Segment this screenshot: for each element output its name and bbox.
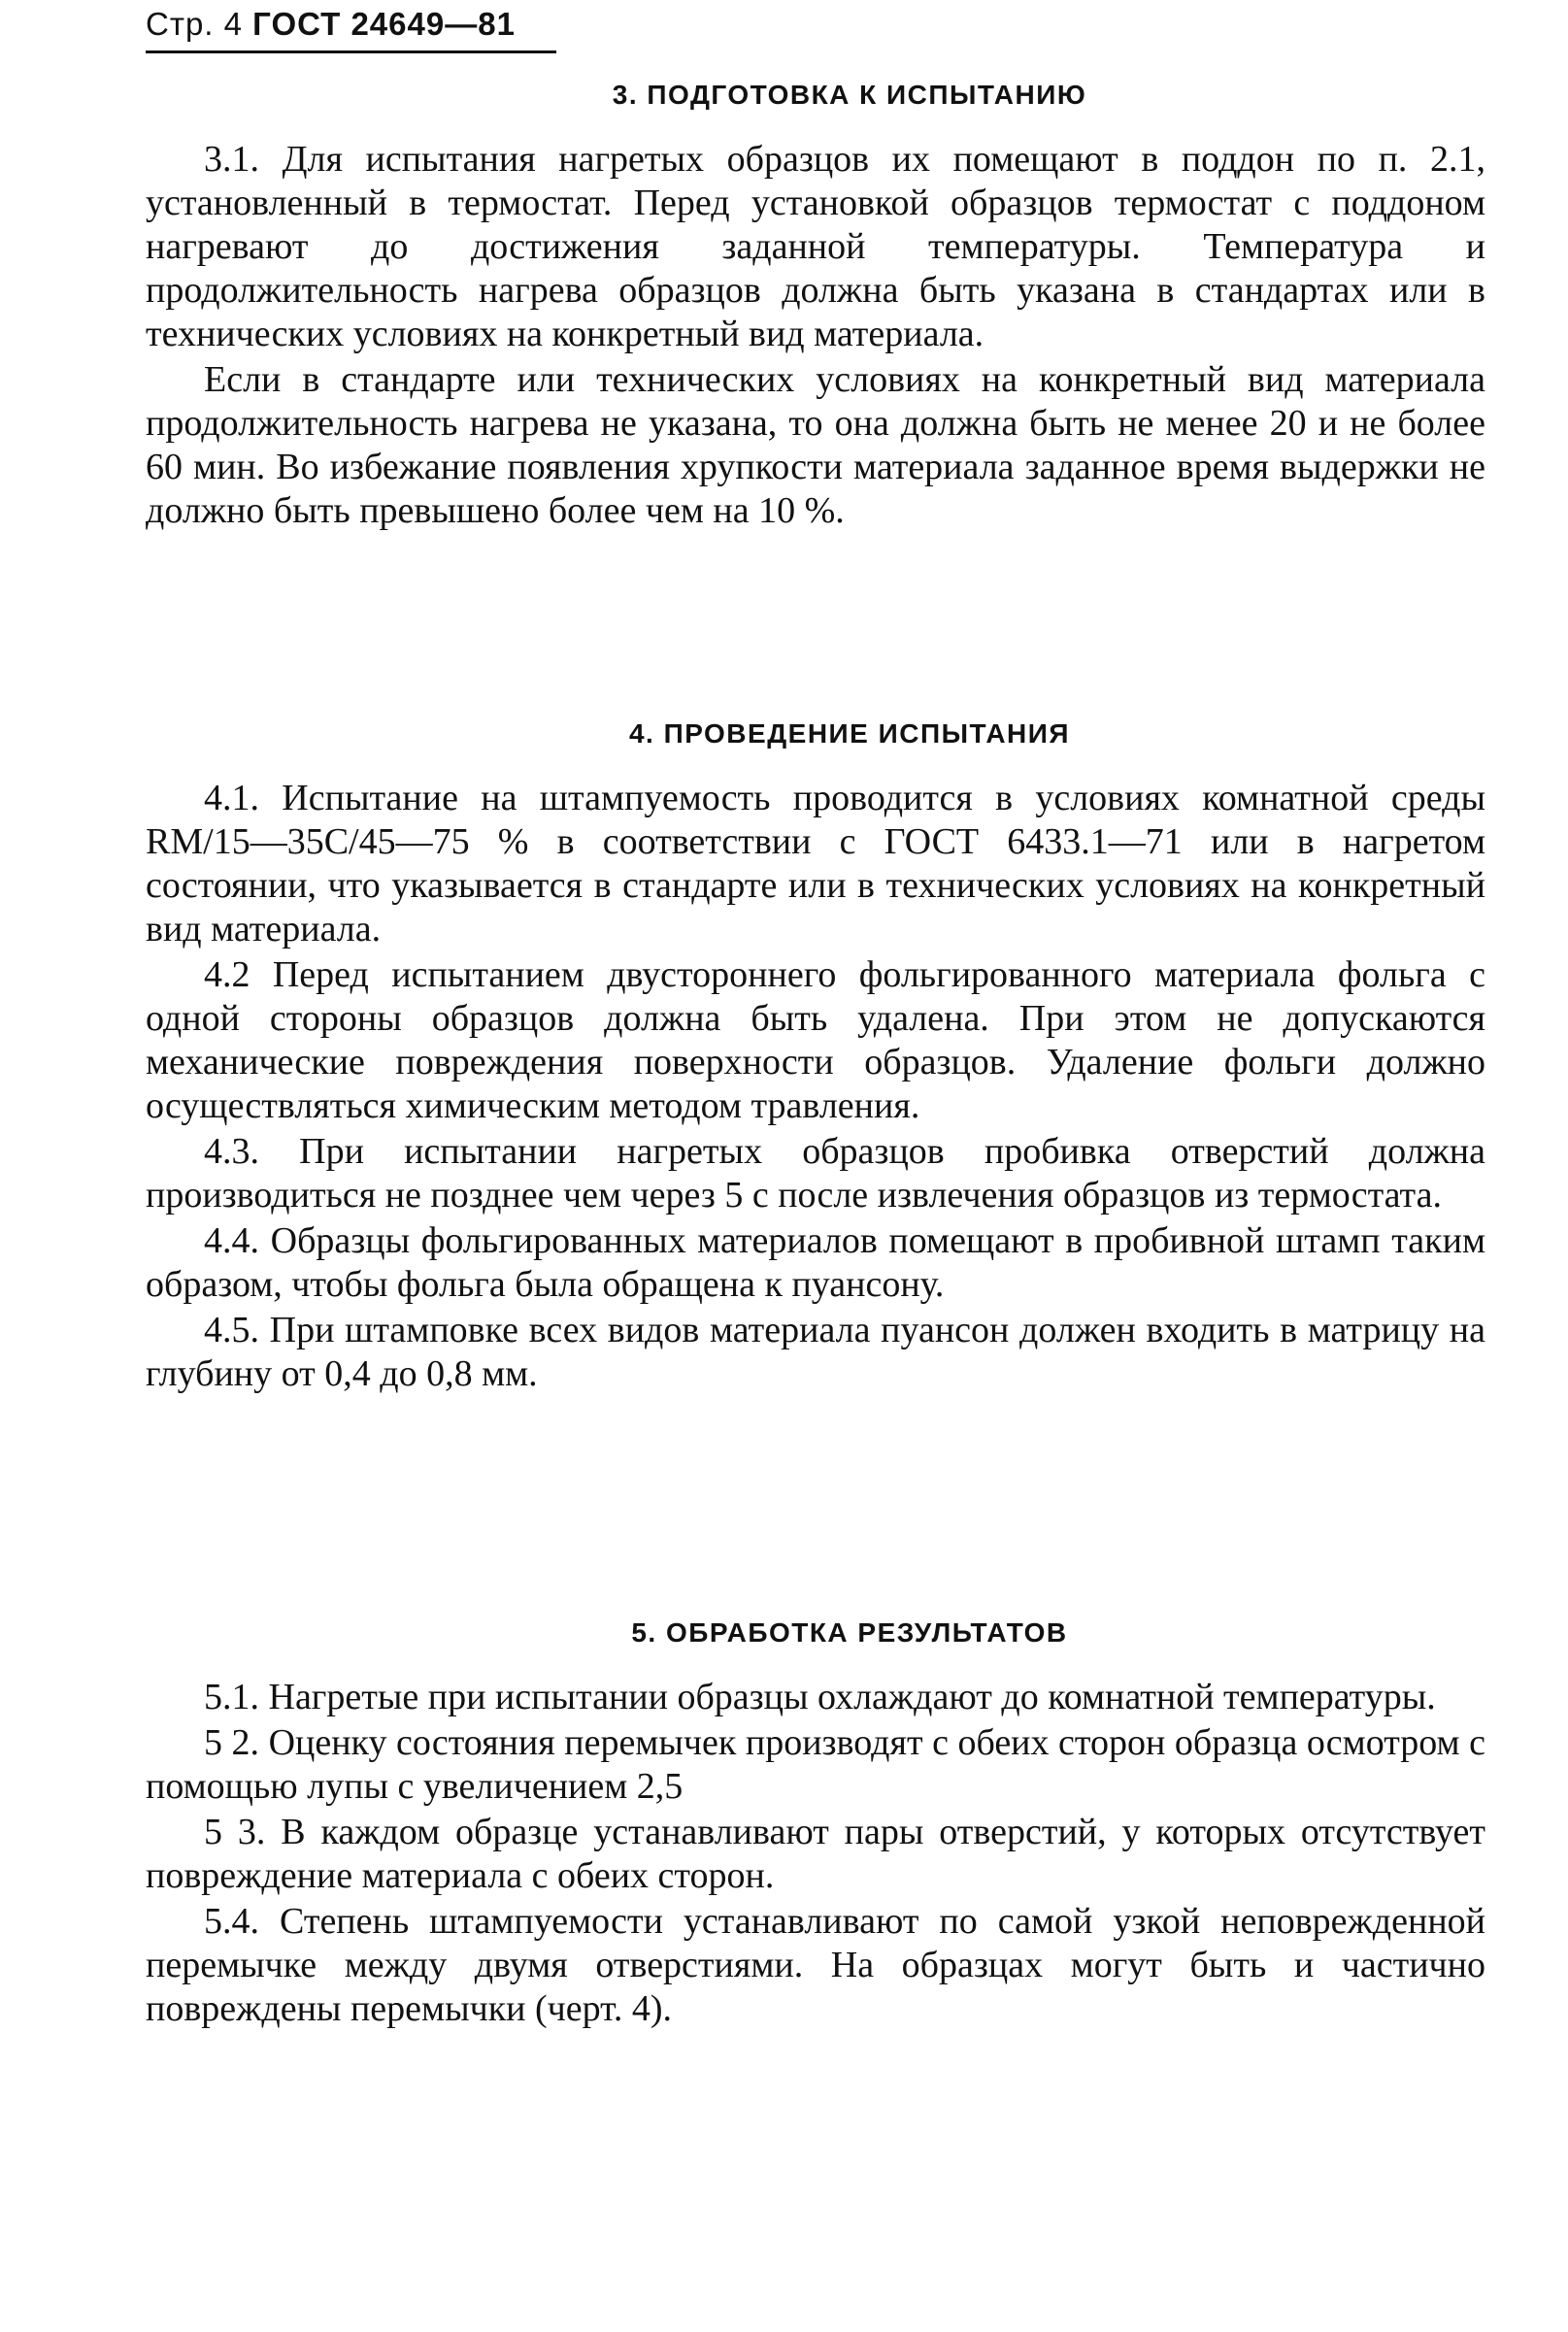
paragraph-5-1: 5.1. Нагретые при испытании образцы охлаждают до комнатной температуры.	[204, 1677, 1436, 1717]
section-4	[146, 718, 1485, 1398]
section-3	[146, 80, 1485, 535]
paragraph-4-2: 4.2 Перед испытанием двустороннего фольгированного материала фольга с одной стороны образцов должна быть удалена. При этом не допускаются механические повреждения поверхности образцов. Удаление фольги должно осуществляться химическим методом травления.	[146, 954, 1485, 1126]
paragraph-4-5: 4.5. При штамповке всех видов материала пуансон должен входить в матрицу на глубину от 0,4 до 0,8 мм.	[146, 1310, 1485, 1394]
paragraph-4-4: 4.4. Образцы фольгированных материалов помещают в пробивной штамп таким образом, чтобы фольга была обращена к пуансону.	[146, 1220, 1485, 1305]
paragraph-5-3: 5 3. В каждом образце устанавливают пары отверстий, у которых отсутствует повреждение материала с обеих сторон.	[146, 1812, 1485, 1896]
paragraph-3-1-cont: Если в стандарте или технических условиях на конкретный вид материала продолжительность нагрева не указана, то она должна быть не менее 20 и не более 60 мин. Во избежание появления хрупкости материала заданное время выдержки не должно быть превышено более чем на 10 %.	[146, 359, 1485, 531]
page-number: Стр. 4	[146, 6, 243, 42]
section-title: 4. ПРОВЕДЕНИЕ ИСПЫТАНИЯ	[628, 718, 1071, 749]
paragraph-5-2: 5 2. Оценку состояния перемычек производят с обеих сторон образца осмотром с помощью лупы с увеличением 2,5	[146, 1722, 1485, 1807]
paragraph-5-4: 5.4. Степень штампуемости устанавливают по самой узкой неповрежденной перемычке между двумя отверстиями. На образцах могут быть и частично повреждены перемычки (черт. 4).	[146, 1901, 1485, 2029]
section-title: 3. ПОДГОТОВКА К ИСПЫТАНИЮ	[612, 80, 1087, 110]
standard-designation: ГОСТ 24649—81	[252, 6, 516, 42]
paragraph-4-3: 4.3. При испытании нагретых образцов пробивка отверстий должна производиться не позднее чем через 5 с после извлечения образцов из термостата.	[146, 1131, 1485, 1216]
section-title: 5. ОБРАБОТКА РЕЗУЛЬТАТОВ	[631, 1617, 1068, 1648]
paragraph-3-1: 3.1. Для испытания нагретых образцов их помещают в поддон по п. 2.1, установленный в термостат. Перед установкой образцов термостат с поддоном нагревают до достижения заданной температуры. Температура и продолжительность нагрева образцов должна быть указана в стандартах или в технических условиях на конкретный вид материала.	[146, 139, 1485, 354]
running-header	[146, 6, 516, 43]
paragraph-4-1: 4.1. Испытание на штампуемость проводится в условиях комнатной среды RM/15—35C/45—75 % в соответствии с ГОСТ 6433.1—71 или в нагретом состоянии, что указывается в стандарте или в технических условиях на конкретный вид материала.	[146, 778, 1485, 949]
section-5	[146, 1617, 1485, 2033]
header-rule	[146, 50, 556, 53]
